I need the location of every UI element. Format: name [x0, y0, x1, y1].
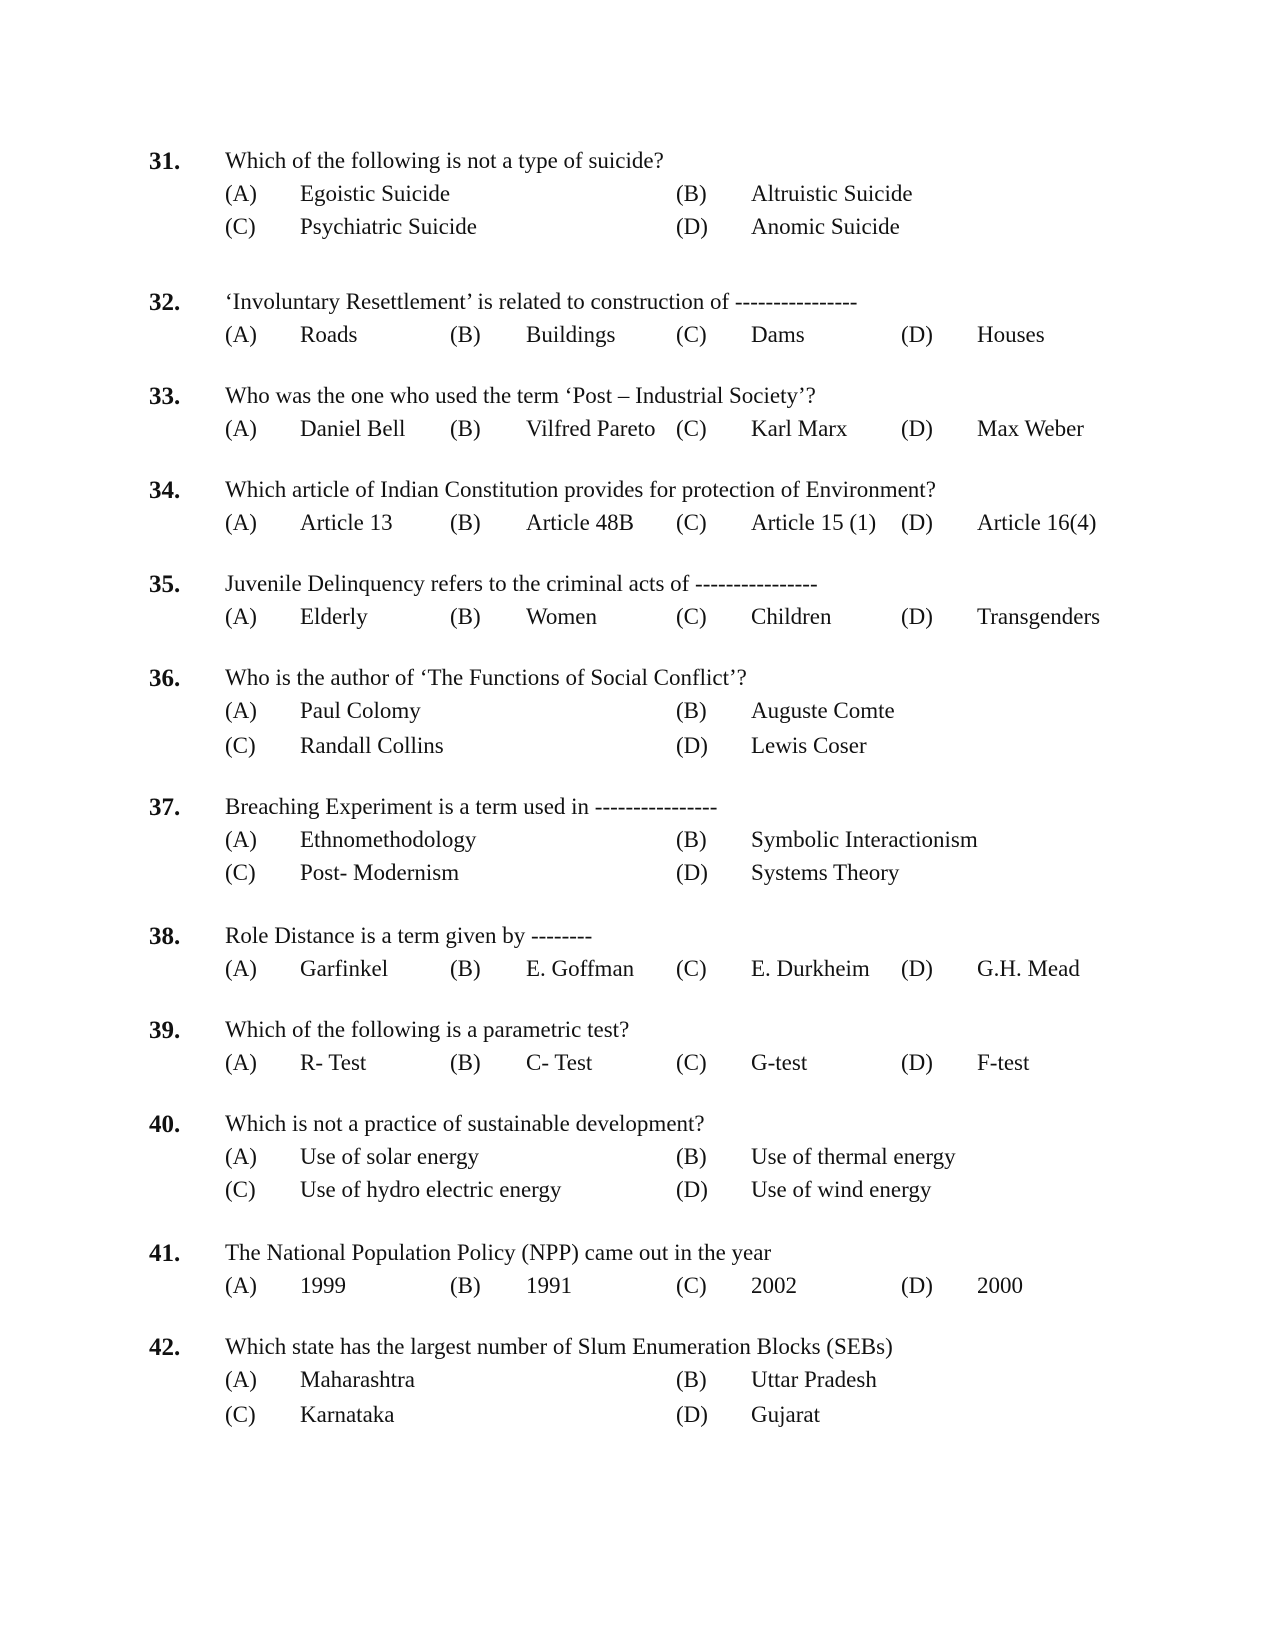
option-d-letter: (D)	[901, 322, 933, 347]
option-a-text: Article 13	[300, 510, 393, 535]
option-b-letter: (B)	[450, 956, 481, 981]
option-c-letter: (C)	[676, 604, 707, 629]
option-b-text: Auguste Comte	[751, 698, 895, 723]
option-d-letter: (D)	[901, 510, 933, 535]
option-d-letter: (D)	[676, 1177, 708, 1202]
option-b-letter: (B)	[450, 1273, 481, 1298]
option-d-letter: (D)	[676, 733, 708, 758]
option-c-text: Psychiatric Suicide	[300, 214, 477, 239]
option-b-text: Uttar Pradesh	[751, 1367, 877, 1392]
question-number: 32.	[149, 289, 181, 316]
option-a-text: Egoistic Suicide	[300, 181, 451, 206]
option-c-text: Karnataka	[300, 1402, 395, 1427]
question-text: Which of the following is a parametric test?	[225, 1017, 630, 1042]
question-text: Which of the following is not a type of suicide?	[225, 148, 664, 173]
option-c-text: Children	[751, 604, 832, 629]
option-c-letter: (C)	[225, 214, 256, 239]
option-d-letter: (D)	[676, 1402, 708, 1427]
option-c-text: E. Durkheim	[751, 956, 870, 981]
option-c-text: Dams	[751, 322, 805, 347]
question-number: 34.	[149, 477, 181, 504]
option-c-text: Article 15 (1)	[751, 510, 877, 535]
option-c-letter: (C)	[225, 733, 256, 758]
option-b-letter: (B)	[676, 181, 707, 206]
option-b-letter: (B)	[676, 827, 707, 852]
option-a-text: Maharashtra	[300, 1367, 415, 1392]
question-text: Role Distance is a term given by --------	[225, 923, 593, 948]
option-d-letter: (D)	[901, 604, 933, 629]
option-a-text: 1999	[300, 1273, 346, 1298]
option-c-letter: (C)	[676, 1050, 707, 1075]
option-d-text: Use of wind energy	[751, 1177, 932, 1202]
question-text: Which article of Indian Constitution provides for protection of Environment?	[225, 477, 936, 502]
option-d-letter: (D)	[901, 1273, 933, 1298]
option-d-text: F-test	[977, 1050, 1030, 1075]
option-b-text: Symbolic Interactionism	[751, 827, 978, 852]
option-c-text: G-test	[751, 1050, 808, 1075]
option-a-letter: (A)	[225, 956, 257, 981]
option-a-letter: (A)	[225, 1050, 257, 1075]
option-b-text: 1991	[526, 1273, 572, 1298]
question-number: 41.	[149, 1240, 181, 1267]
option-a-letter: (A)	[225, 698, 257, 723]
option-b-text: Use of thermal energy	[751, 1144, 956, 1169]
option-c-text: Post- Modernism	[300, 860, 460, 885]
option-a-text: Garfinkel	[300, 956, 389, 981]
question-number: 37.	[149, 794, 181, 821]
option-a-text: R- Test	[300, 1050, 367, 1075]
question-text: Who is the author of ‘The Functions of Social Conflict’?	[225, 665, 747, 690]
option-b-letter: (B)	[450, 604, 481, 629]
option-d-letter: (D)	[901, 1050, 933, 1075]
option-a-letter: (A)	[225, 510, 257, 535]
option-a-letter: (A)	[225, 181, 257, 206]
option-b-letter: (B)	[676, 1144, 707, 1169]
question-number: 31.	[149, 148, 181, 175]
option-d-letter: (D)	[676, 214, 708, 239]
option-d-letter: (D)	[901, 956, 933, 981]
question-text: Juvenile Delinquency refers to the criminal acts of ----------------	[225, 571, 818, 596]
option-a-letter: (A)	[225, 1144, 257, 1169]
question-number: 39.	[149, 1017, 181, 1044]
question-number: 40.	[149, 1111, 181, 1138]
option-a-letter: (A)	[225, 322, 257, 347]
option-c-letter: (C)	[225, 860, 256, 885]
option-c-text: 2002	[751, 1273, 797, 1298]
option-c-letter: (C)	[676, 956, 707, 981]
question-text: Which state has the largest number of Slum Enumeration Blocks (SEBs)	[225, 1334, 893, 1359]
option-a-letter: (A)	[225, 827, 257, 852]
option-d-text: 2000	[977, 1273, 1023, 1298]
option-a-letter: (A)	[225, 416, 257, 441]
option-b-text: Article 48B	[526, 510, 634, 535]
option-c-letter: (C)	[676, 510, 707, 535]
option-d-text: Lewis Coser	[751, 733, 867, 758]
option-d-text: Houses	[977, 322, 1045, 347]
question-text: Breaching Experiment is a term used in ----------------	[225, 794, 718, 819]
option-a-letter: (A)	[225, 1367, 257, 1392]
option-b-text: Altruistic Suicide	[751, 181, 913, 206]
option-a-letter: (A)	[225, 604, 257, 629]
option-d-text: Max Weber	[977, 416, 1084, 441]
option-c-letter: (C)	[676, 322, 707, 347]
option-a-text: Elderly	[300, 604, 368, 629]
option-b-letter: (B)	[676, 698, 707, 723]
option-a-text: Use of solar energy	[300, 1144, 480, 1169]
option-d-text: Systems Theory	[751, 860, 900, 885]
option-b-text: Buildings	[526, 322, 616, 347]
option-c-text: Randall Collins	[300, 733, 444, 758]
option-d-letter: (D)	[676, 860, 708, 885]
option-a-text: Daniel Bell	[300, 416, 406, 441]
option-c-text: Use of hydro electric energy	[300, 1177, 562, 1202]
option-b-letter: (B)	[450, 416, 481, 441]
option-d-letter: (D)	[901, 416, 933, 441]
option-d-text: G.H. Mead	[977, 956, 1080, 981]
option-d-text: Article 16(4)	[977, 510, 1097, 535]
option-b-letter: (B)	[676, 1367, 707, 1392]
question-text: Which is not a practice of sustainable development?	[225, 1111, 705, 1136]
option-b-letter: (B)	[450, 1050, 481, 1075]
question-text: Who was the one who used the term ‘Post – Industrial Society’?	[225, 383, 816, 408]
option-d-text: Gujarat	[751, 1402, 820, 1427]
option-a-text: Ethnomethodology	[300, 827, 477, 852]
option-a-text: Roads	[300, 322, 358, 347]
question-text: ‘Involuntary Resettlement’ is related to construction of ----------------	[225, 289, 858, 314]
option-c-letter: (C)	[676, 1273, 707, 1298]
option-b-text: C- Test	[526, 1050, 593, 1075]
option-c-letter: (C)	[225, 1177, 256, 1202]
option-b-text: Women	[526, 604, 597, 629]
option-c-text: Karl Marx	[751, 416, 848, 441]
option-d-text: Transgenders	[977, 604, 1101, 629]
option-c-letter: (C)	[676, 416, 707, 441]
question-number: 42.	[149, 1334, 181, 1361]
question-number: 33.	[149, 383, 181, 410]
option-b-text: E. Goffman	[526, 956, 635, 981]
option-b-letter: (B)	[450, 322, 481, 347]
question-number: 38.	[149, 923, 181, 950]
option-a-text: Paul Colomy	[300, 698, 421, 723]
option-b-text: Vilfred Pareto	[526, 416, 656, 441]
question-number: 35.	[149, 571, 181, 598]
option-d-text: Anomic Suicide	[751, 214, 900, 239]
option-c-letter: (C)	[225, 1402, 256, 1427]
question-text: The National Population Policy (NPP) came out in the year	[225, 1240, 772, 1265]
question-number: 36.	[149, 665, 181, 692]
option-a-letter: (A)	[225, 1273, 257, 1298]
option-b-letter: (B)	[450, 510, 481, 535]
